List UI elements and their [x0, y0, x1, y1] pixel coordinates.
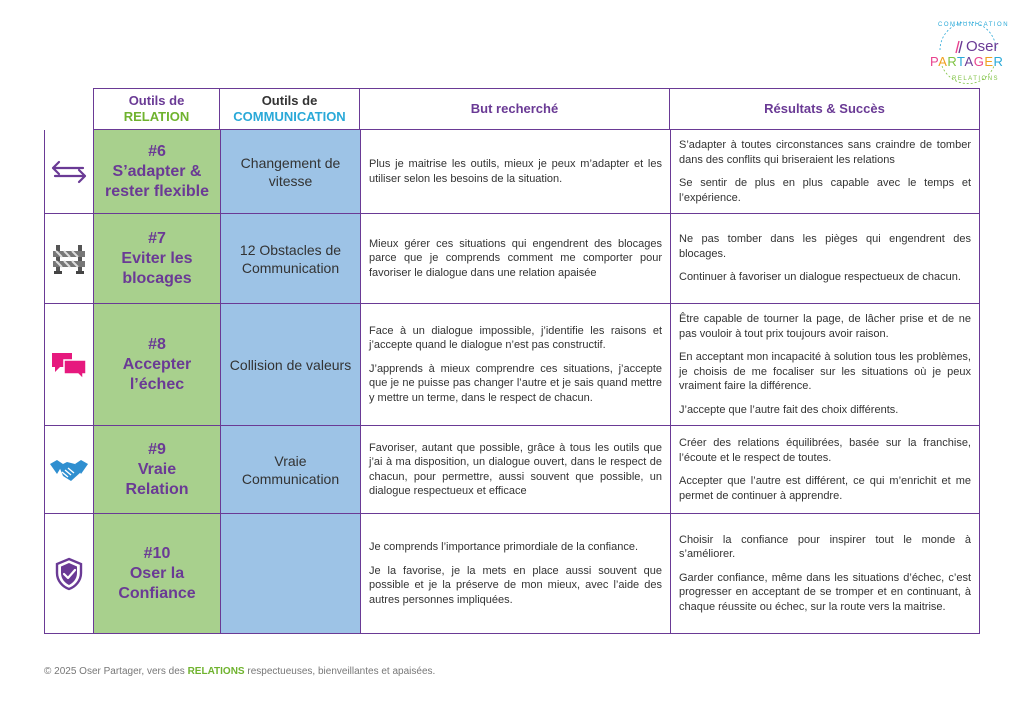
resultats-cell: Ne pas tomber dans les pièges qui engendrent des blocages. Continuer à favoriser un dialogue respectueux de chacun. — [670, 214, 980, 304]
oser-partager-logo — [928, 20, 1012, 90]
table-row — [44, 214, 980, 304]
logo-brand-top: Oser — [966, 38, 999, 55]
communication-tool-cell: Collision de valeurs — [220, 304, 360, 426]
header-relation: Outils de RELATION — [93, 88, 220, 130]
resultats-cell: Créer des relations équilibrées, basée sur la franchise, l’écoute et le respect de toutes. Accepter que l’autre est différent, ce qui m’enrichit et me permet de continuer à apprendre. — [670, 426, 980, 514]
header-but: But recherché — [360, 88, 670, 130]
relation-tool-cell: #8 Accepter l’échec — [93, 304, 220, 426]
relation-tool-cell: #10 Oser la Confiance — [93, 514, 220, 634]
arrows-exchange-icon — [51, 159, 87, 185]
table-row — [44, 130, 980, 214]
row-icon-cell — [44, 214, 93, 304]
handshake-icon — [49, 456, 89, 484]
communication-tool-cell — [220, 514, 360, 634]
table-row — [44, 304, 980, 426]
header-communication: Outils de COMMUNICATION — [220, 88, 360, 130]
chat-bubbles-icon — [50, 350, 88, 380]
communication-tool-cell: Changement de vitesse — [220, 130, 360, 214]
resultats-cell: Choisir la confiance pour inspirer tout le monde à s’améliorer. Garder confiance, même dans les situations d’échec, c’est progresser en acceptant de se tromper et en continuant, à chaque réussite ou échec, sur la route vers la maitrise. — [670, 514, 980, 634]
logo-top-arc-text: COMMUNICATION — [938, 22, 1010, 28]
logo-slash-icon — [954, 40, 964, 54]
row-icon-cell — [44, 304, 93, 426]
but-cell: Favoriser, autant que possible, grâce à tous les outils que j’ai à ma disposition, un dialogue ouvert, dans le respect de chacun, pour permettre, aussi souvent que possible, un dialogue respectueux et efficace — [360, 426, 670, 514]
row-icon-cell — [44, 130, 93, 214]
row-icon-cell — [44, 426, 93, 514]
table-row — [44, 514, 980, 634]
header-resultats: Résultats & Succès — [670, 88, 980, 130]
row-icon-cell — [44, 514, 93, 634]
relation-tool-cell: #7 Eviter les blocages — [93, 214, 220, 304]
but-cell: Face à un dialogue impossible, j’identifie les raisons et j’accepte quand le dialogue n’est pas constructif. J’apprends à mieux comprendre ces situations, j’accepte que je ne puisse pas changer l’autre et je sais quand mettre y mettre un terme, dans le respect de chacun. — [360, 304, 670, 426]
logo-brand-bottom: PARTAGER — [930, 54, 1004, 69]
relation-tool-cell: #9 Vraie Relation — [93, 426, 220, 514]
resultats-cell: Être capable de tourner la page, de lâcher prise et de ne pas vouloir à tout prix toujours avoir raison. En acceptant mon incapacité à solution tous les problèmes, je choisis de me focaliser sur les situations où je peux vraiment faire la différence. J’accepte que l’autre fait des choix différents. — [670, 304, 980, 426]
table-row — [44, 426, 980, 514]
barrier-icon — [52, 243, 86, 275]
shield-check-icon — [54, 557, 84, 591]
footer-copyright: © 2025 Oser Partager, vers des RELATIONS respectueuses, bienveillantes et apaisées. — [44, 666, 436, 677]
communication-tool-cell: 12 Obstacles de Communication — [220, 214, 360, 304]
relation-tool-cell: #6 S’adapter & rester flexible — [93, 130, 220, 214]
communication-tool-cell: Vraie Communication — [220, 426, 360, 514]
logo-bottom-arc-text: RELATIONS — [952, 76, 1000, 82]
resultats-cell: S’adapter à toutes circonstances sans craindre de tomber dans des conflits qui briseraient les relations Se sentir de plus en plus capable avec le temps et l’expérience. — [670, 130, 980, 214]
but-cell: Plus je maitrise les outils, mieux je peux m’adapter et les utiliser selon les besoins de la situation. — [360, 130, 670, 214]
but-cell: Mieux gérer ces situations qui engendrent des blocages parce que je comprends comment me comporter pour favoriser le dialogue dans une relation apaisée — [360, 214, 670, 304]
but-cell: Je comprends l’importance primordiale de la confiance. Je la favorise, je la mets en place aussi souvent que possible et je la préserve de mon mieux, avec l’aide des autres personnes impliquées. — [360, 514, 670, 634]
